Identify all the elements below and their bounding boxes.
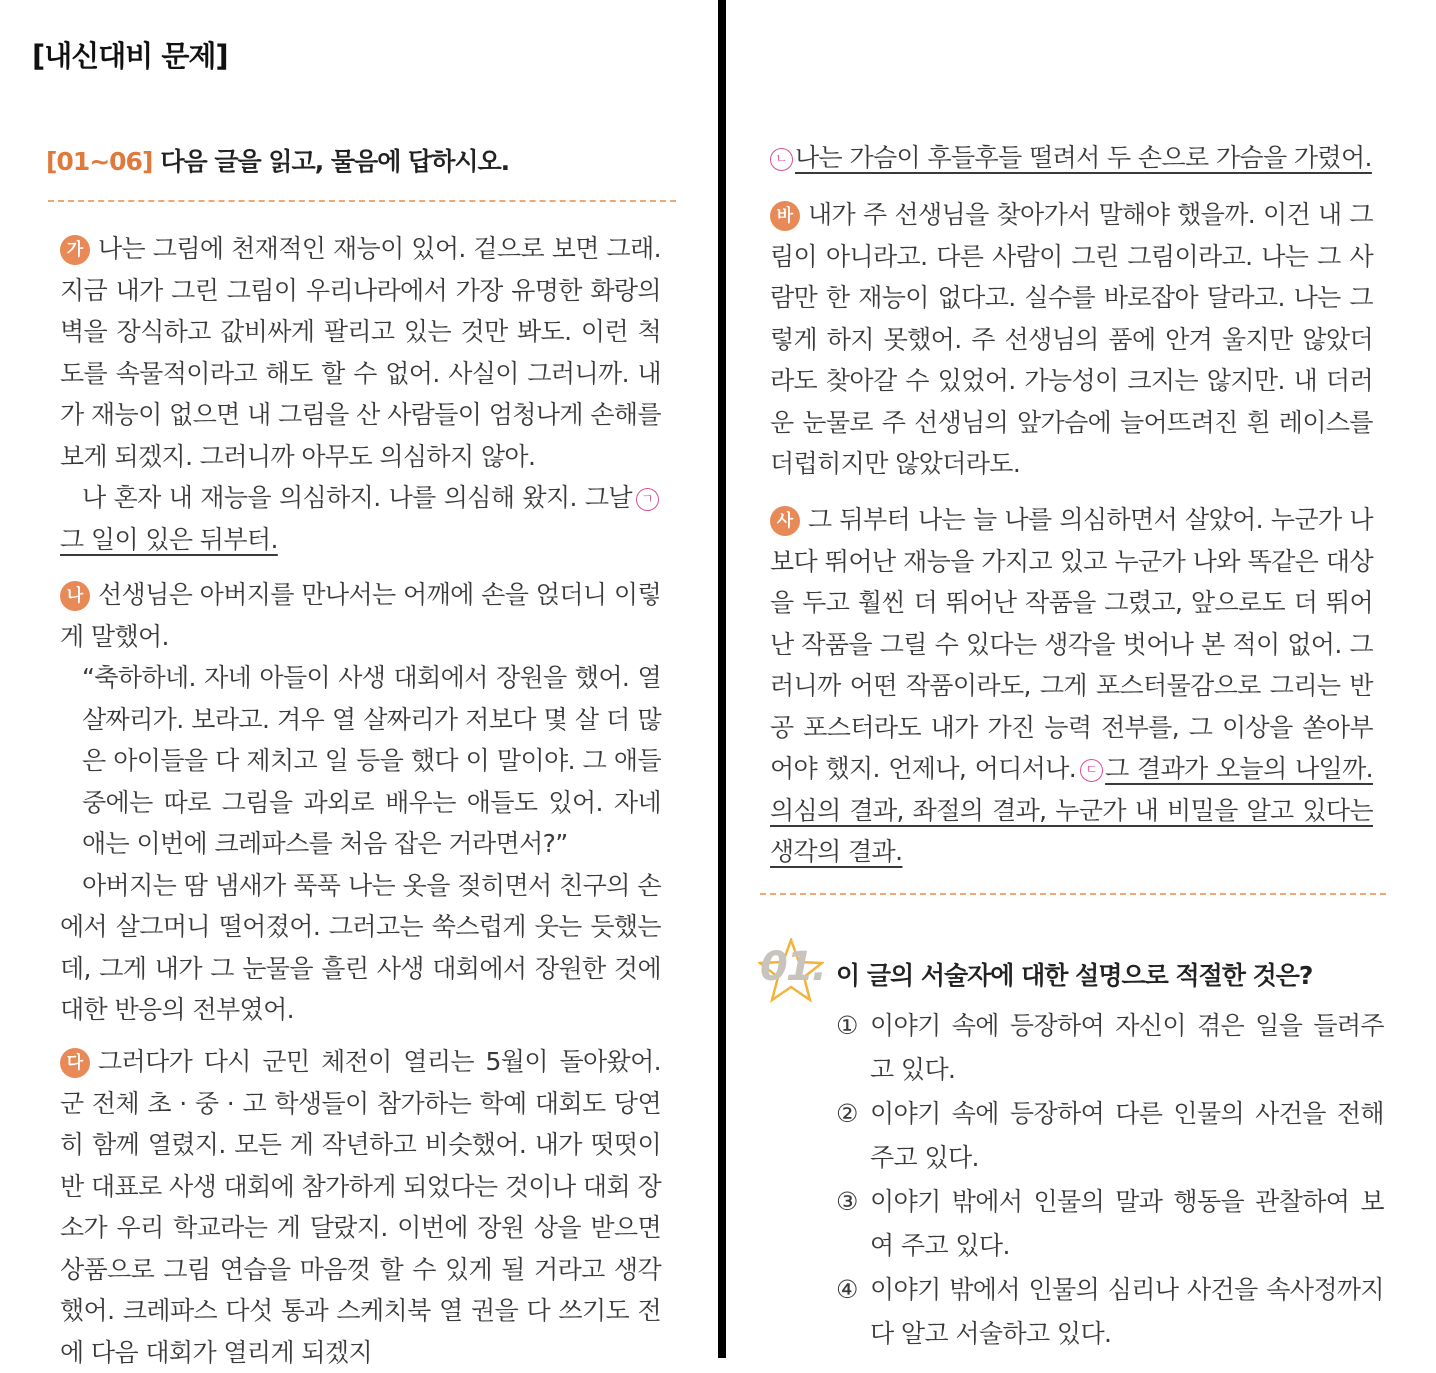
mark-digeut: ㄷ (1080, 759, 1103, 782)
column-divider (718, 0, 726, 1358)
underlined-continuation: 나는 가슴이 후들후들 떨려서 두 손으로 가슴을 가렸어. (795, 143, 1372, 172)
option-1[interactable] (836, 1004, 1384, 1092)
passage-na-text-2: 아버지는 땀 냄새가 푹푹 나는 옷을 젖히면서 친구의 손에서 살그머니 떨어졌어. 그러고는 쑥스럽게 웃는 듯했는데, 그게 내가 그 눈물을 흘린 사생 대회에서 장원한 것에 대한 반응의 전부였어. (60, 870, 661, 1024)
mark-nieun: ㄴ (770, 148, 793, 171)
underlined-sa: 그 결과가 오늘의 나일까. 의심의 결과, 좌절의 결과, 누군가 내 비밀을 알고 있다는 생각의 결과. (770, 754, 1373, 866)
passage-end-divider (760, 893, 1386, 895)
badge-na: 나 (60, 581, 90, 611)
left-column (0, 0, 718, 1367)
option-3-number: ③ (836, 1187, 858, 1216)
option-3-text: 이야기 밖에서 인물의 말과 행동을 관찰하여 보여 주고 있다. (870, 1187, 1384, 1260)
option-1-text: 이야기 속에 등장하여 자신이 겪은 일을 들려주고 있다. (870, 1011, 1384, 1084)
passage-continuation (770, 137, 1380, 179)
question-number (758, 938, 824, 1004)
badge-da: 다 (60, 1048, 90, 1078)
passage-ga-text: 나는 그림에 천재적인 재능이 있어. 겉으로 보면 그래. 지금 내가 그린 그림이 우리나라에서 가장 유명한 화랑의 벽을 장식하고 값비싸게 팔리고 있는 것만 봐도. 이런 척도를 속물적이라고 해도 할 수 없어. 사실이 그러니까. 내가 재능이 없으면 내 그림을 산 사람들이 엄청나게 손해를 보게 되겠지. 그러니까 아무도 의심하지 않아. (60, 234, 661, 471)
passage-sa (770, 499, 1373, 873)
option-1-number: ① (836, 1011, 858, 1040)
passage-na-text: 선생님은 아버지를 만나서는 어깨에 손을 얹더니 이렇게 말했어. (60, 580, 661, 651)
badge-sa: 사 (770, 506, 800, 536)
underlined-ga: 그 일이 있은 뒤부터. (60, 524, 278, 554)
badge-ba: 바 (770, 201, 800, 231)
passage-ga-text-2: 나 혼자 내 재능을 의심하지. 나를 의심해 왔지. 그날 (82, 483, 632, 512)
passage-sa-text: 그 뒤부터 나는 늘 나를 의심하면서 살았어. 누군가 나보다 뛰어난 재능을 가지고 있고 누군가 나와 똑같은 대상을 두고 훨씬 더 뛰어난 작품을 그렸고, 앞으로도 더 뛰어난 작품을 그릴 수 있다는 생각을 벗어나 본 적이 없어. 그러니까 어떤 작품이라도, 그게 포스터물감으로 그리는 반공 포스터라도 내가 가진 능력 전부를, 그 이상을 쏟아부어야 했지. 언제나, 어디서나. (770, 505, 1373, 783)
question-number-text: 01. (760, 944, 825, 990)
option-4-text: 이야기 밖에서 인물의 심리나 사건을 속사정까지 다 알고 서술하고 있다. (870, 1275, 1384, 1348)
passage-na (60, 574, 661, 1031)
instruction (46, 142, 509, 178)
option-3[interactable] (836, 1180, 1384, 1268)
page-title: [내신대비 문제] (32, 39, 228, 73)
badge-ga: 가 (60, 235, 90, 265)
option-4[interactable] (836, 1268, 1384, 1356)
question-range: [01~06] (46, 147, 153, 176)
mark-giyeok: ㄱ (636, 488, 659, 511)
passage-ba (770, 194, 1373, 485)
instruction-divider (48, 200, 676, 202)
answer-options (836, 1004, 1384, 1356)
option-2-number: ② (836, 1099, 858, 1128)
passage-da-text: 그러다가 다시 군민 체전이 열리는 5월이 돌아왔어. 군 전체 초 · 중 · 고 학생들이 참가하는 학예 대회도 당연히 함께 열렸지. 모든 게 작년하고 비슷했어. 내가 떳떳이 반 대표로 사생 대회에 참가하게 되었다는 것이나 대회 장소가 우리 학교라는 게 달랐지. 이번에 장원 상을 받으면 상품으로 그림 연습을 마음껏 할 수 있게 될 거라고 생각했어. 크레파스 다섯 통과 스케치북 열 권을 다 쓰기도 전에 다음 대회가 열리게 되겠지 (60, 1047, 661, 1367)
option-4-number: ④ (836, 1275, 858, 1304)
passage-ba-text: 내가 주 선생님을 찾아가서 말해야 했을까. 이건 내 그림이 아니라고. 다른 사람이 그린 그림이라고. 나는 그 사람만 한 재능이 없다고. 실수를 바로잡아 달라고. 나는 그렇게 하지 못했어. 주 선생님의 품에 안겨 울지만 않았더라도 찾아갈 수 있었어. 가능성이 크지는 않지만. 내 더러운 눈물로 주 선생님의 앞가슴에 늘어뜨려진 흰 레이스를 더럽히지만 않았더라도. (770, 200, 1373, 478)
instruction-text: 다음 글을 읽고, 물음에 답하시오. (160, 147, 510, 176)
question-text: 이 글의 서술자에 대한 설명으로 적절한 것은? (836, 961, 1313, 990)
option-2-text: 이야기 속에 등장하여 다른 인물의 사건을 전해주고 있다. (870, 1099, 1384, 1172)
passage-da (60, 1041, 661, 1373)
passage-ga (60, 228, 661, 560)
option-2[interactable] (836, 1092, 1384, 1180)
passage-na-quote: “축하하네. 자네 아들이 사생 대회에서 장원을 했어. 열 살짜리가. 보라고. 겨우 열 살짜리가 저보다 몇 살 더 많은 아이들을 다 제치고 일 등을 했다 이 말이야. 그 애들 중에는 따로 그림을 과외로 배우는 애들도 있어. 자네 애는 이번에 크레파스를 처음 잡은 거라면서?” (82, 663, 661, 858)
